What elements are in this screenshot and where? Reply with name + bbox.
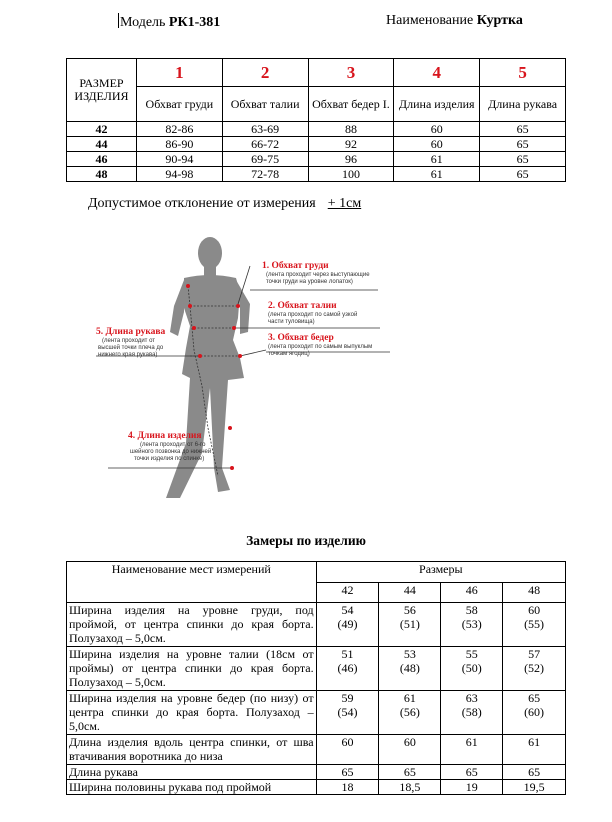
value-cell: 72-78: [222, 167, 308, 182]
value-main: 60: [528, 603, 541, 617]
col-name-header: Наименование мест измерений: [67, 562, 317, 603]
measure-name: Ширина половины рукава под проймой: [67, 780, 317, 795]
measure-value: 60: [316, 735, 379, 765]
measure-value: 65: [441, 765, 503, 780]
size-cell: 48: [67, 167, 137, 182]
model-label: Модель: [120, 15, 166, 30]
size-cell: 44: [67, 137, 137, 152]
measure-value: [503, 603, 566, 647]
name-line: [386, 13, 523, 29]
value-cell: 61: [394, 152, 480, 167]
label-length-note: шейного позвонка до нижней: [130, 449, 212, 455]
value-cell: 94-98: [136, 167, 222, 182]
table-row: [67, 691, 566, 735]
measure-value: 18: [316, 780, 379, 795]
tolerance-line: [88, 196, 361, 212]
label-chest: 1. Обхват груди: [262, 261, 329, 271]
value-alt: (46): [337, 661, 358, 675]
size-cell: 42: [67, 122, 137, 137]
measure-value: [316, 691, 379, 735]
label-hips-note: (лента проходит по самым выпуклым: [268, 344, 373, 350]
name-value: Куртка: [476, 13, 523, 28]
label-chest-note: (лента проходит через выступающие: [266, 272, 370, 278]
size-header-cell: 44: [379, 582, 441, 603]
value-main: 57: [528, 647, 541, 661]
value-main: 51: [341, 647, 354, 661]
col-num: 3: [308, 59, 394, 87]
measure-value: [503, 647, 566, 691]
body-measurement-figure: [90, 228, 420, 508]
value-cell: 88: [308, 122, 394, 137]
value-cell: 66-72: [222, 137, 308, 152]
value-main: 59: [341, 691, 354, 705]
label-length-note: (лента проходит от 6-го: [140, 442, 206, 448]
measure-table-title: Замеры по изделию: [246, 533, 366, 548]
measure-value: [316, 603, 379, 647]
table-row: [67, 780, 566, 795]
col-label: Длина изделия: [394, 87, 480, 122]
measure-value: 65: [316, 765, 379, 780]
col-label: Длина рукава: [480, 87, 566, 122]
value-alt: (58): [461, 705, 482, 719]
value-cell: 63-69: [222, 122, 308, 137]
measure-value: 65: [503, 765, 566, 780]
label-hips-note: точкам ягодиц): [268, 351, 310, 357]
value-cell: 82-86: [136, 122, 222, 137]
value-cell: 90-94: [136, 152, 222, 167]
table-row: [67, 167, 566, 182]
col-label: Обхват бедер I.: [308, 87, 394, 122]
model-line: [118, 13, 220, 31]
col-label: Обхват талии: [222, 87, 308, 122]
value-cell: 61: [394, 167, 480, 182]
label-sleeve-note: нижнего края рукава): [98, 352, 158, 358]
value-alt: (55): [524, 617, 545, 631]
measure-value: 65: [379, 765, 441, 780]
col-label: Обхват груди: [136, 87, 222, 122]
size-header: РАЗМЕР ИЗДЕЛИЯ: [67, 59, 137, 122]
value-cell: 65: [480, 152, 566, 167]
value-main: 53: [403, 647, 416, 661]
value-cell: 60: [394, 122, 480, 137]
col-sizes-header: Размеры: [316, 562, 565, 583]
model-value: РК1-381: [168, 15, 221, 30]
measure-value: [441, 691, 503, 735]
size-header-cell: 48: [503, 582, 566, 603]
value-cell: 100: [308, 167, 394, 182]
label-waist: 2. Обхват талии: [268, 301, 337, 311]
tolerance-text: Допустимое отклонение от измерения: [88, 196, 316, 211]
value-main: 55: [465, 647, 478, 661]
col-num: 4: [394, 59, 480, 87]
label-waist-note: (лента проходит по самой узкой: [268, 312, 358, 318]
measure-value: [316, 647, 379, 691]
value-alt: (50): [461, 661, 482, 675]
value-cell: 69-75: [222, 152, 308, 167]
value-alt: (54): [337, 705, 358, 719]
size-table: [66, 58, 566, 182]
measure-value: 19,5: [503, 780, 566, 795]
size-header-cell: 46: [441, 582, 503, 603]
table-row: [67, 152, 566, 167]
measure-name: Ширина изделия на уровне груди, под проймой, от центра спинки до края борта. Полузаход – 5,0см.: [67, 603, 317, 647]
measure-name: Ширина изделия на уровне талии (18см от проймы) от центра спинки до края борта. Полузаход – 5,0см.: [67, 647, 317, 691]
label-waist-note: части туловища): [268, 319, 315, 325]
value-main: 65: [528, 691, 541, 705]
measure-value: [441, 603, 503, 647]
measure-value: [379, 647, 441, 691]
table-row: [67, 603, 566, 647]
measure-value: [379, 691, 441, 735]
label-length-note: точки изделия по спинке): [134, 456, 205, 462]
measure-value: 19: [441, 780, 503, 795]
label-sleeve-note: (лента проходит от: [102, 338, 156, 344]
label-sleeve-note: высшей точки плеча до: [98, 345, 164, 351]
label-chest-note: точки груди на уровне лопаток): [266, 279, 353, 285]
label-sleeve: 5. Длина рукава: [96, 327, 166, 337]
value-main: 63: [465, 691, 478, 705]
value-main: 54: [341, 603, 354, 617]
value-cell: 86-90: [136, 137, 222, 152]
col-num: 2: [222, 59, 308, 87]
label-length: 4. Длина изделия: [128, 431, 202, 441]
value-cell: 65: [480, 122, 566, 137]
table-row: [67, 735, 566, 765]
value-alt: (51): [399, 617, 420, 631]
size-header-cell: 42: [316, 582, 379, 603]
value-alt: (52): [524, 661, 545, 675]
table-row: [67, 647, 566, 691]
tolerance-value: + 1см: [327, 196, 362, 211]
value-cell: 60: [394, 137, 480, 152]
measure-value: 18,5: [379, 780, 441, 795]
text-cursor: [118, 13, 119, 28]
measure-value: [441, 647, 503, 691]
size-cell: 46: [67, 152, 137, 167]
name-label: Наименование: [386, 13, 474, 28]
label-hips: 3. Обхват бедер: [268, 333, 334, 343]
value-cell: 65: [480, 167, 566, 182]
col-num: 1: [136, 59, 222, 87]
value-cell: 65: [480, 137, 566, 152]
measure-table: [66, 561, 566, 795]
value-alt: (48): [399, 661, 420, 675]
measure-value: 61: [503, 735, 566, 765]
value-cell: 92: [308, 137, 394, 152]
value-cell: 96: [308, 152, 394, 167]
value-main: 58: [465, 603, 478, 617]
value-main: 56: [403, 603, 416, 617]
measure-name: Длина изделия вдоль центра спинки, от шва втачивания воротника до низа: [67, 735, 317, 765]
table-row: [67, 765, 566, 780]
value-main: 61: [403, 691, 416, 705]
value-alt: (53): [461, 617, 482, 631]
measure-value: [379, 603, 441, 647]
measure-name: Длина рукава: [67, 765, 317, 780]
value-alt: (49): [337, 617, 358, 631]
measure-value: 60: [379, 735, 441, 765]
measure-value: 61: [441, 735, 503, 765]
table-row: [67, 122, 566, 137]
measure-name: Ширина изделия на уровне бедер (по низу) от центра спинки до края борта. Полузаход – 5,0см.: [67, 691, 317, 735]
col-num: 5: [480, 59, 566, 87]
measure-value: [503, 691, 566, 735]
value-alt: (56): [399, 705, 420, 719]
value-alt: (60): [524, 705, 545, 719]
table-row: [67, 137, 566, 152]
